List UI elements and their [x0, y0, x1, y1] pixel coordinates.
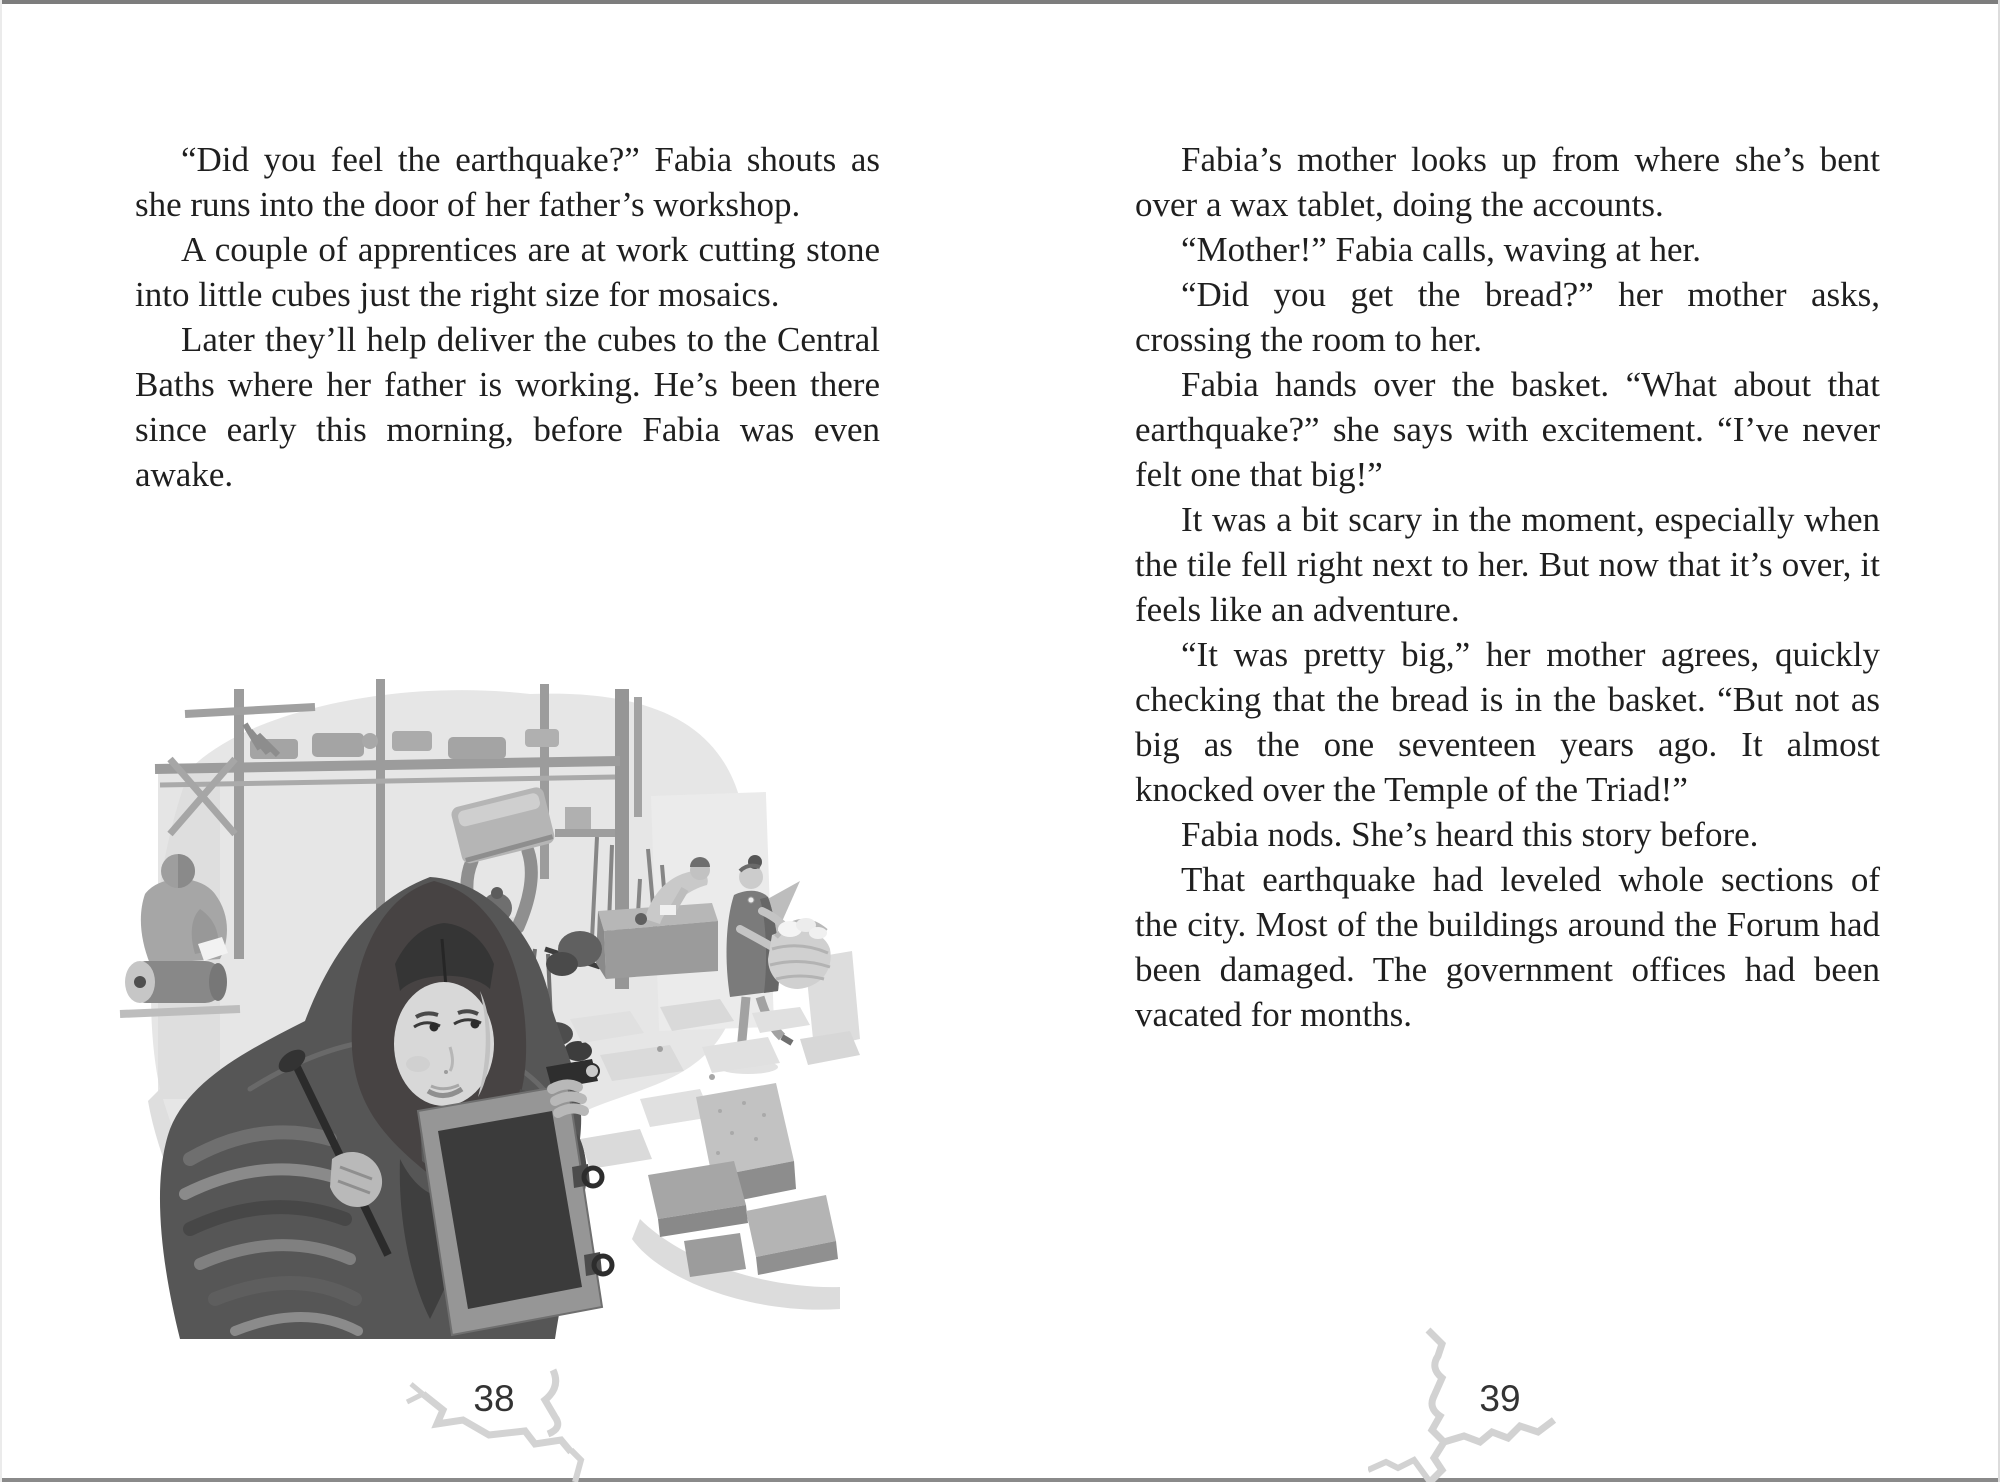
- workshop-illustration: [100, 618, 880, 1340]
- page-number-right: 39: [1479, 1378, 1521, 1419]
- page-number-left: 38: [473, 1378, 515, 1419]
- paragraph: “Did you get the bread?” her mother asks, crossing the room to her.: [1135, 275, 1880, 359]
- right-eye: [471, 1020, 480, 1029]
- right-page-text: [1135, 137, 1880, 1037]
- window-bottom-edge: [0, 1478, 2000, 1482]
- holding-hand: [552, 1084, 584, 1113]
- paragraph: “Mother!” Fabia calls, waving at her.: [1181, 230, 1701, 269]
- paragraph: A couple of apprentices are at work cutting stone into little cubes just the right size for mosaics.: [135, 230, 880, 314]
- paragraph: Fabia’s mother looks up from where she’s bent over a wax tablet, doing the accounts.: [1135, 140, 1880, 224]
- paragraph: “Did you feel the earthquake?” Fabia shouts as she runs into the door of her father’s workshop.: [135, 140, 880, 224]
- left-eye: [430, 1023, 439, 1032]
- window-top-edge: [0, 0, 2000, 4]
- paragraph: Fabia hands over the basket. “What about that earthquake?” she says with excitement. “I’ve never felt one that big!”: [1135, 365, 1880, 494]
- paragraph: Later they’ll help deliver the cubes to the Central Baths where her father is working. He’s been there since early this morning, before Fabia was even awake.: [135, 320, 880, 494]
- left-page-text: [135, 137, 880, 497]
- window-left-edge: [0, 0, 2, 1482]
- paragraph: “It was pretty big,” her mother agrees, quickly checking that the bread is in the basket. “But not as big as the one seventeen years ago. It almost knocked over the Temple of the Triad!”: [1135, 635, 1880, 809]
- paragraph: Fabia nods. She’s heard this story before.: [1181, 815, 1759, 854]
- paragraph: It was a bit scary in the moment, especially when the tile fell right next to her. But now that it’s over, it feels like an adventure.: [1135, 500, 1880, 629]
- paragraph: That earthquake had leveled whole sections of the city. Most of the buildings around the Forum had been damaged. The government offices had been vacated for months.: [1135, 860, 1880, 1034]
